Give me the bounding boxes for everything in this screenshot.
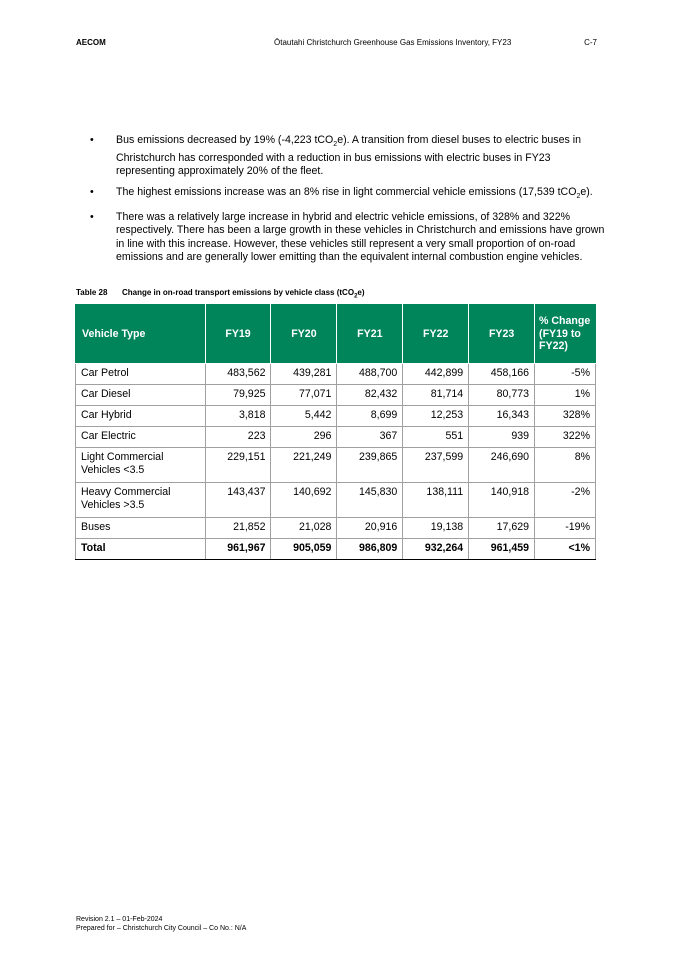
bullet-icon: • [90, 134, 94, 146]
table-row [76, 385, 596, 406]
vehicle-type-cell: Heavy Commercial Vehicles >3.5 [76, 483, 206, 518]
page-footer [76, 915, 246, 933]
value-cell: 12,253 [403, 406, 469, 427]
value-cell: 229,151 [205, 448, 271, 483]
value-cell: 296 [271, 427, 337, 448]
header-fy23: FY23 [469, 305, 535, 364]
bullet-list [76, 134, 606, 272]
bullet-icon: • [90, 185, 94, 198]
value-cell: 322% [535, 427, 596, 448]
table-row [76, 406, 596, 427]
vehicle-type-cell: Car Electric [76, 427, 206, 448]
page-header [76, 38, 595, 52]
value-cell: 8% [535, 448, 596, 483]
value-cell: 21,852 [205, 518, 271, 539]
document-title: Ōtautahi Christchurch Greenhouse Gas Emissions Inventory, FY23 [274, 38, 512, 47]
value-cell: 77,071 [271, 385, 337, 406]
revision-line: Revision 2.1 – 01-Feb-2024 [76, 916, 163, 923]
value-cell: 1% [535, 385, 596, 406]
value-cell: -19% [535, 518, 596, 539]
header-fy20: FY20 [271, 305, 337, 364]
emissions-table [75, 304, 596, 560]
value-cell: 82,432 [337, 385, 403, 406]
value-cell: 140,918 [469, 483, 535, 518]
value-cell: 939 [469, 427, 535, 448]
vehicle-type-cell: Total [76, 539, 206, 560]
value-cell: 246,690 [469, 448, 535, 483]
value-cell: 21,028 [271, 518, 337, 539]
value-cell: -2% [535, 483, 596, 518]
company-name: AECOM [76, 38, 106, 47]
header-fy21: FY21 [337, 305, 403, 364]
value-cell: -5% [535, 364, 596, 385]
vehicle-type-cell: Buses [76, 518, 206, 539]
value-cell: 80,773 [469, 385, 535, 406]
value-cell: 223 [205, 427, 271, 448]
value-cell: 442,899 [403, 364, 469, 385]
header-percent-change: % Change (FY19 to FY22) [535, 305, 596, 364]
header-fy22: FY22 [403, 305, 469, 364]
value-cell: 143,437 [205, 483, 271, 518]
value-cell: 551 [403, 427, 469, 448]
vehicle-type-cell: Car Diesel [76, 385, 206, 406]
value-cell: 145,830 [337, 483, 403, 518]
value-cell: 932,264 [403, 539, 469, 560]
table-row [76, 483, 596, 518]
value-cell: 239,865 [337, 448, 403, 483]
value-cell: <1% [535, 539, 596, 560]
value-cell: 367 [337, 427, 403, 448]
value-cell: 17,629 [469, 518, 535, 539]
value-cell: 20,916 [337, 518, 403, 539]
value-cell: 16,343 [469, 406, 535, 427]
value-cell: 483,562 [205, 364, 271, 385]
value-cell: 140,692 [271, 483, 337, 518]
value-cell: 905,059 [271, 539, 337, 560]
value-cell: 961,967 [205, 539, 271, 560]
page-number: C-7 [584, 38, 597, 47]
table-row [76, 518, 596, 539]
vehicle-type-cell: Light Commercial Vehicles <3.5 [76, 448, 206, 483]
value-cell: 19,138 [403, 518, 469, 539]
value-cell: 5,442 [271, 406, 337, 427]
value-cell: 961,459 [469, 539, 535, 560]
bullet-item: • Bus emissions decreased by 19% (-4,223 tCO$_2$e). A transition from diesel buses to electric buses in Christchurch has corresponded with a reduction in bus emissions with electric buses in FY23 representing approximately 20% of the fleet. [90, 134, 581, 178]
header-fy19: FY19 [205, 305, 271, 364]
value-cell: 8,699 [337, 406, 403, 427]
value-cell: 458,166 [469, 364, 535, 385]
value-cell: 3,818 [205, 406, 271, 427]
value-cell: 79,925 [205, 385, 271, 406]
value-cell: 488,700 [337, 364, 403, 385]
table-caption: Table 28 Change in on-road transport emissions by vehicle class (tCO$_2$e) [76, 288, 365, 300]
value-cell: 221,249 [271, 448, 337, 483]
value-cell: 986,809 [337, 539, 403, 560]
table-header-row [76, 305, 596, 364]
table-number: Table 28 [76, 288, 108, 297]
table-row [76, 448, 596, 483]
bullet-icon: • [90, 210, 94, 223]
value-cell: 81,714 [403, 385, 469, 406]
bullet-item: • There was a relatively large increase in hybrid and electric vehicle emissions, of 328% and 322% respectively. There has been a large growth in these vehicles in Christchurch and emissions have grown in line with this increase. However, these vehicles still represent a very small proportion of on-road emissions and are generally lower emitting than the equivalent internal combustion engine vehicles. [90, 210, 605, 264]
value-cell: 328% [535, 406, 596, 427]
bullet-item: • The highest emissions increase was an 8% rise in light commercial vehicle emissions (17,539 tCO$_2$e). [90, 185, 593, 200]
header-vehicle-type: Vehicle Type [76, 305, 206, 364]
prepared-for-line: Prepared for – Christchurch City Council – Co No.: N/A [76, 925, 247, 932]
value-cell: 138,111 [403, 483, 469, 518]
value-cell: 439,281 [271, 364, 337, 385]
table-row [76, 364, 596, 385]
value-cell: 237,599 [403, 448, 469, 483]
vehicle-type-cell: Car Hybrid [76, 406, 206, 427]
table-row [76, 427, 596, 448]
vehicle-type-cell: Car Petrol [76, 364, 206, 385]
total-row [76, 539, 596, 560]
